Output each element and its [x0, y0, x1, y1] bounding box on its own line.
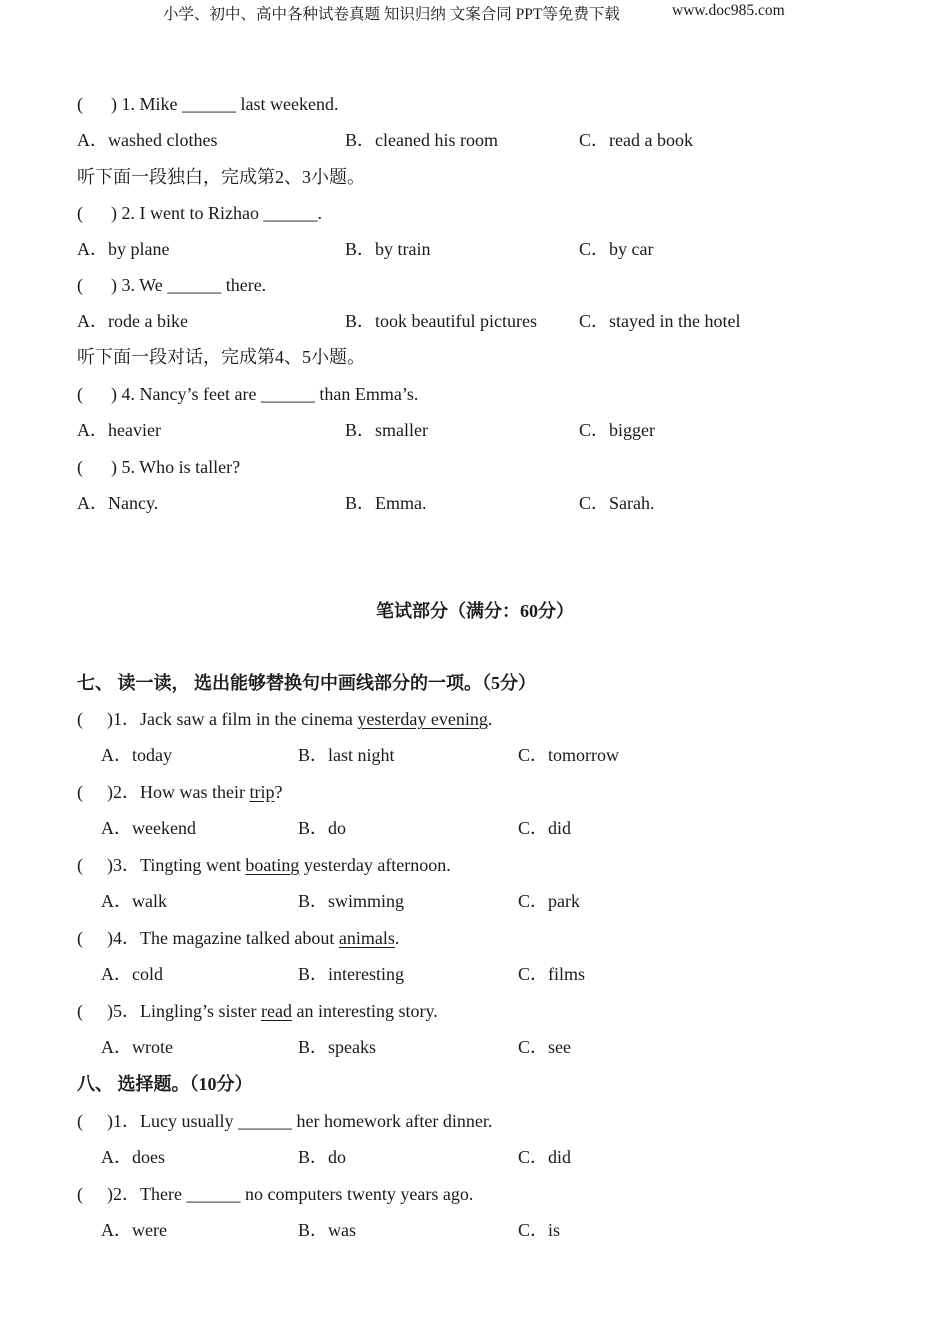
s7-q5-option-c: C．see	[518, 1037, 571, 1057]
written-part-title: 笔试部分（满分：60分）	[376, 601, 574, 621]
page-header	[0, 0, 950, 26]
q1-option-b: B．cleaned his room	[345, 130, 498, 150]
s8-q2: ( )2．There ______ no computers twenty years ago.	[77, 1184, 474, 1204]
q2-option-c: C．by car	[579, 239, 654, 259]
listening-intro-1: 听下面一段独白，完成第2、3小题。	[77, 167, 365, 187]
q2-option-b: B．by train	[345, 239, 431, 259]
s7-q1-option-b: B．last night	[298, 745, 395, 765]
s7-q2: ( )2．How was their trip?	[77, 782, 283, 802]
s7-q1: ( )1．Jack saw a film in the cinema yesterday evening.	[77, 709, 493, 729]
s7-q4-option-c: C．films	[518, 964, 586, 984]
q4-option-b: B．smaller	[345, 420, 428, 440]
s7-q2-option-a: A．weekend	[101, 818, 196, 838]
listening-q2: ( ) 2. I went to Rizhao ______.	[77, 203, 322, 223]
s7-q3: ( )3．Tingting went boating yesterday afternoon.	[77, 855, 451, 875]
s8-q1: ( )1．Lucy usually ______ her homework after dinner.	[77, 1111, 493, 1131]
q5-option-b: B．Emma.	[345, 493, 427, 513]
listening-q3: ( ) 3. We ______ there.	[77, 275, 267, 295]
q1-option-c: C．read a book	[579, 130, 693, 150]
s7-q3-option-b: B．swimming	[298, 891, 405, 911]
q3-option-b: B．took beautiful pictures	[345, 311, 537, 331]
listening-q5: ( ) 5. Who is taller?	[77, 457, 241, 477]
listening-q1: ( ) 1. Mike ______ last weekend.	[77, 94, 339, 114]
q5-option-c: C．Sarah.	[579, 493, 655, 513]
s7-q3-option-a: A．walk	[101, 891, 167, 911]
s7-q1-option-a: A．today	[101, 745, 172, 765]
s7-q2-option-b: B．do	[298, 818, 347, 838]
s8-q1-option-b: B．do	[298, 1147, 347, 1167]
s8-q2-option-b: B．was	[298, 1220, 356, 1240]
s7-q3-option-c: C．park	[518, 891, 580, 911]
q5-option-a: A．Nancy.	[77, 493, 159, 513]
q1-option-a: A．washed clothes	[77, 130, 218, 150]
s8-q1-option-a: A．does	[101, 1147, 165, 1167]
listening-intro-2: 听下面一段对话，完成第4、5小题。	[77, 347, 365, 367]
s7-q4-option-a: A．cold	[101, 964, 163, 984]
section-7-title: 七、 读一读， 选出能够替换句中画线部分的一项。（5分）	[77, 673, 536, 693]
s7-q2-option-c: C．did	[518, 818, 572, 838]
s7-q1-option-c: C．tomorrow	[518, 745, 619, 765]
s7-q4: ( )4．The magazine talked about animals.	[77, 928, 400, 948]
header-text: 小学、初中、高中各种试卷真题 知识归纳 文案合同 PPT等免费下载	[163, 6, 620, 23]
q2-option-a: A．by plane	[77, 239, 170, 259]
listening-q4: ( ) 4. Nancy’s feet are ______ than Emma’s.	[77, 384, 419, 404]
s7-q5-option-a: A．wrote	[101, 1037, 173, 1057]
s7-q5: ( )5．Lingling’s sister read an interesting story.	[77, 1001, 438, 1021]
s8-q2-option-a: A．were	[101, 1220, 167, 1240]
header-url: www.doc985.com	[672, 2, 785, 19]
q4-option-c: C．bigger	[579, 420, 655, 440]
q3-option-c: C．stayed in the hotel	[579, 311, 741, 331]
q3-option-a: A．rode a bike	[77, 311, 188, 331]
s8-q1-option-c: C．did	[518, 1147, 572, 1167]
s7-q4-option-b: B．interesting	[298, 964, 404, 984]
q4-option-a: A．heavier	[77, 420, 161, 440]
section-8-title: 八、 选择题。（10分）	[77, 1074, 253, 1094]
s8-q2-option-c: C．is	[518, 1220, 561, 1240]
s7-q5-option-b: B．speaks	[298, 1037, 376, 1057]
